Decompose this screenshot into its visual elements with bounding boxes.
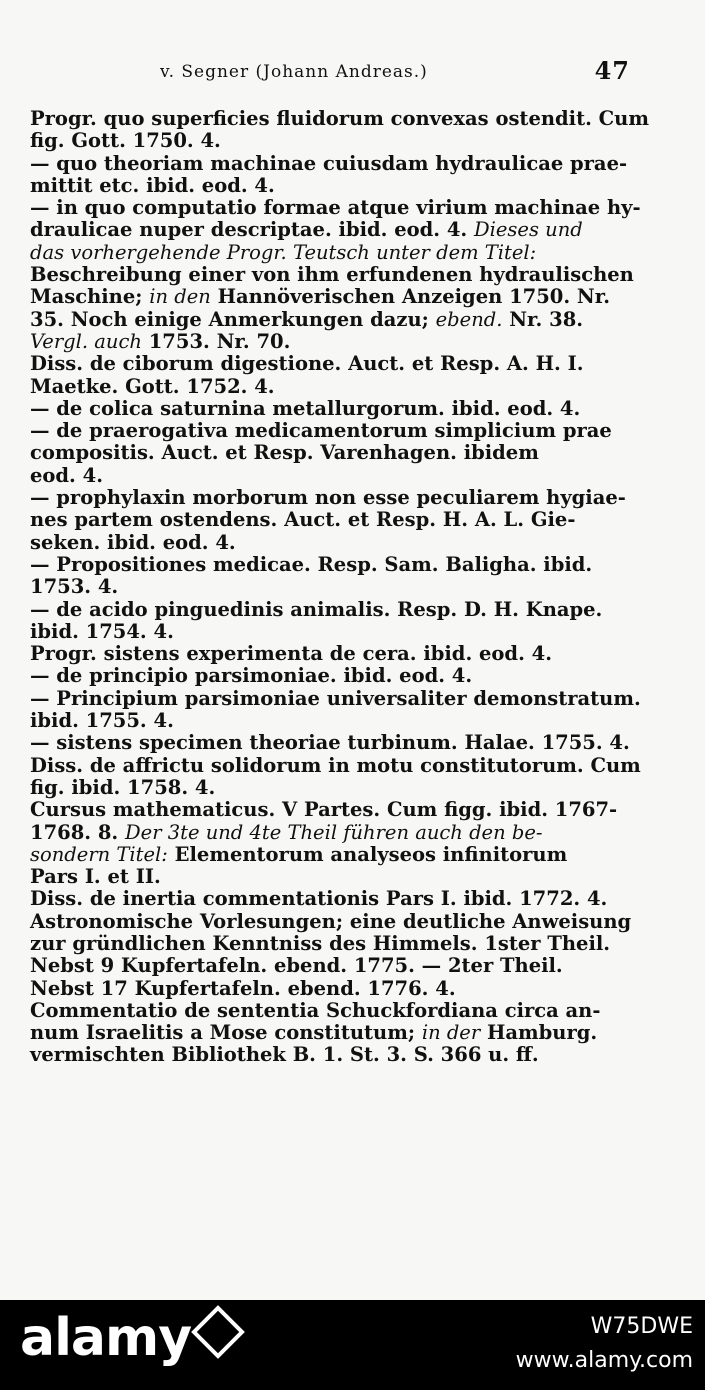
italic-span: Der 3te und 4te Theil führen auch den be- [125, 820, 543, 844]
diamond-icon [191, 1305, 245, 1359]
text-line: Astronomische Vorlesungen; eine deutliche Anweisung [30, 909, 632, 933]
text-line: — quo theoriam machinae cuiusdam hydraulicae prae- [30, 151, 628, 175]
text-line: — Propositiones medicae. Resp. Sam. Baligha. ibid. [30, 552, 593, 576]
text-line: das vorhergehende Progr. Teutsch unter dem Titel: [30, 240, 537, 264]
text-span: Hamburg. [486, 1021, 598, 1045]
text-line: Nebst 17 Kupfertafeln. ebend. 1776. 4. [30, 976, 456, 1000]
entry [30, 353, 630, 398]
entry [30, 398, 630, 420]
text-span: num Israelitis a Mose constitutum; [30, 1021, 416, 1045]
text-line [30, 1021, 630, 1045]
text-line: eod. 4. [30, 463, 103, 487]
text-line: zur gründlichen Kenntniss des Himmels. 1ster Theil. [30, 931, 611, 955]
entry [30, 686, 641, 733]
watermark-footer [0, 1300, 705, 1390]
text-line: — de principio parsimoniae. ibid. eod. 4. [30, 664, 473, 688]
text-line: Pars I. et II. [30, 865, 161, 889]
text-line: Progr. sistens experimenta de cera. ibid. eod. 4. [30, 642, 553, 666]
text-line: — in quo computatio formae atque virium machinae hy- [30, 196, 641, 220]
italic-span: in den [149, 285, 211, 309]
text-line: fig. Gott. 1750. 4. [30, 129, 221, 153]
entry [30, 153, 630, 198]
text-line: seken. ibid. eod. 4. [30, 530, 236, 554]
text-line: Diss. de affrictu solidorum in motu constitutorum. Cum [30, 753, 641, 777]
italic-span: ebend. [435, 307, 503, 331]
running-header [160, 56, 630, 92]
text-line: — de praerogativa medicamentorum simplicium prae [30, 419, 612, 443]
text-span: Maschine; [30, 285, 143, 309]
text-span: draulicae nuper descriptae. ibid. eod. 4. [30, 218, 468, 242]
text-line [30, 285, 630, 309]
text-span: 35. Noch einige Anmerkungen dazu; [30, 307, 429, 331]
text-line: — prophylaxin morborum non esse peculiarem hygiae- [30, 486, 626, 510]
text-span: Elementorum analyseos infinitorum [174, 842, 568, 866]
alamy-logo [20, 1308, 237, 1368]
text-line: — de colica saturnina metallurgorum. ibid. eod. 4. [30, 396, 581, 420]
text-line: fig. ibid. 1758. 4. [30, 775, 216, 799]
italic-span: sondern Titel: [30, 842, 168, 866]
entry [30, 799, 630, 888]
text-line: Commentatio de sententia Schuckfordiana circa an- [30, 998, 601, 1022]
text-line: ibid. 1754. 4. [30, 619, 174, 643]
entry [30, 643, 630, 665]
text-line: compositis. Auct. et Resp. Varenhagen. ibidem [30, 441, 539, 465]
page-number: 47 [594, 56, 630, 85]
text-line: Progr. quo superficies fluidorum convexas ostendit. Cum [30, 107, 649, 130]
text-line: ibid. 1755. 4. [30, 709, 174, 733]
image-id: W75DWE [590, 1314, 693, 1339]
bibliography-text [30, 107, 649, 1067]
entry [30, 487, 630, 554]
entry [30, 732, 630, 754]
brand-name: alamy [20, 1308, 192, 1368]
entry [30, 420, 630, 487]
text-line: vermischten Bibliothek B. 1. St. 3. S. 366 u. ff. [30, 1043, 539, 1067]
entry [30, 196, 641, 353]
text-line: nes partem ostendens. Auct. et Resp. H. A. L. Gie- [30, 508, 576, 532]
text-span: Hannöverischen Anzeigen 1750. Nr. [217, 285, 611, 309]
text-line: Cursus mathematicus. V Partes. Cum figg. ibid. 1767- [30, 798, 618, 822]
text-line: 1753. 4. [30, 575, 119, 599]
entry [30, 1000, 630, 1067]
text-line: — Principium parsimoniae universaliter demonstratum. [30, 686, 641, 710]
text-span: 1768. 8. [30, 820, 119, 844]
text-line: Diss. de ciborum digestione. Auct. et Resp. A. H. I. [30, 352, 584, 376]
entry [30, 599, 630, 644]
text-line [30, 218, 630, 242]
entry [30, 554, 630, 599]
text-line [30, 307, 630, 331]
text-line: mittit etc. ibid. eod. 4. [30, 173, 275, 197]
text-line [30, 820, 630, 844]
entry [30, 107, 649, 153]
text-span: 1753. Nr. 70. [148, 329, 291, 353]
italic-span: Vergl. auch [30, 329, 142, 353]
text-line: Beschreibung einer von ihm erfundenen hydraulischen [30, 263, 634, 287]
text-line: Diss. de inertia commentationis Pars I. ibid. 1772. 4. [30, 887, 608, 911]
entry [30, 911, 630, 1000]
text-span: Nr. 38. [509, 307, 584, 331]
text-line [30, 329, 630, 353]
text-line: Maetke. Gott. 1752. 4. [30, 374, 275, 398]
italic-span: Dieses und [473, 218, 583, 242]
text-line: Nebst 9 Kupfertafeln. ebend. 1775. — 2ter Theil. [30, 954, 563, 978]
text-line: — de acido pinguedinis animalis. Resp. D. H. Knape. [30, 597, 603, 621]
entry [30, 753, 641, 800]
text-line [30, 842, 630, 866]
entry [30, 888, 630, 910]
site-url: www.alamy.com [515, 1348, 693, 1373]
running-head-title: v. Segner (Johann Andreas.) [160, 62, 428, 82]
text-line: — sistens specimen theoriae turbinum. Halae. 1755. 4. [30, 731, 630, 755]
entry [30, 665, 630, 687]
italic-span: in der [421, 1021, 481, 1045]
